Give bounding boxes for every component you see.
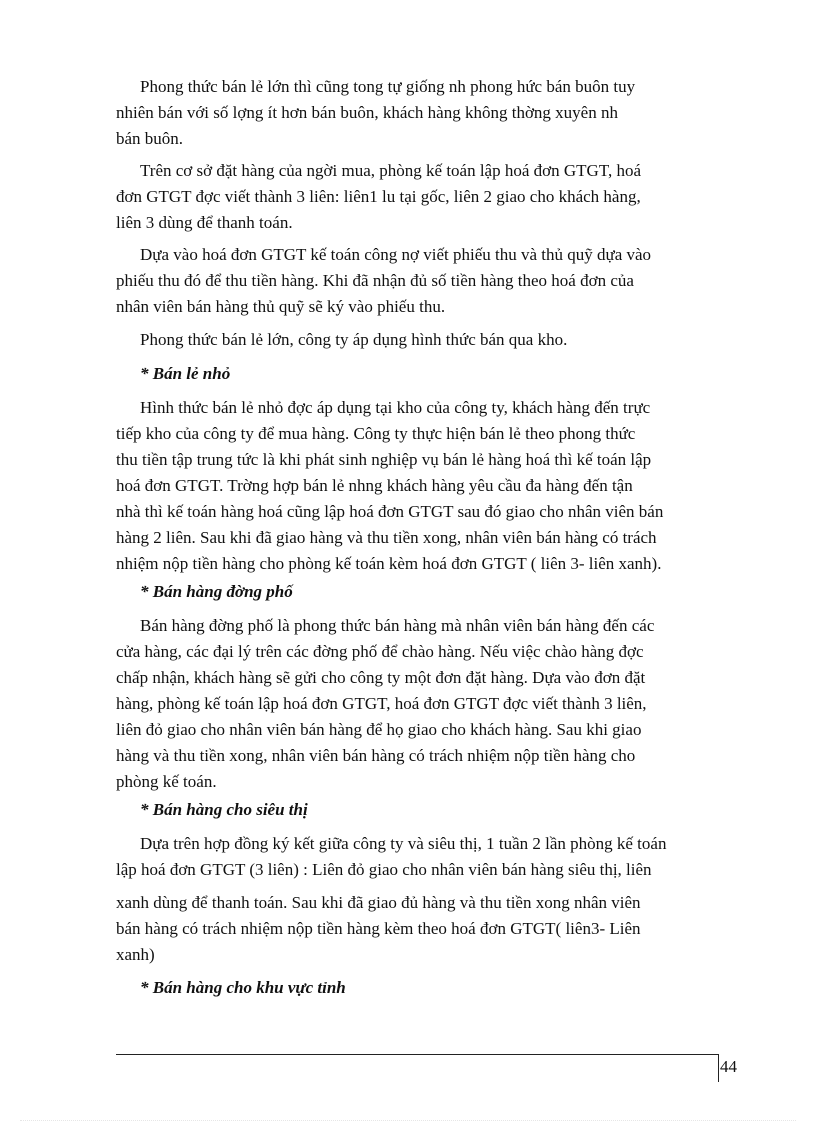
text-line: cửa hàng, các đại lý trên các đờng phố để chào hàng. Nếu việc chào hàng đợc	[116, 642, 644, 661]
text-line: lập hoá đơn GTGT (3 liên) : Liên đỏ giao cho nhân viên bán hàng siêu thị, liên	[116, 860, 652, 879]
text-line: hàng 2 liên. Sau khi đã giao hàng và thu tiền xong, nhân viên bán hàng có trách	[116, 528, 657, 547]
text-line: phòng kế toán.	[116, 772, 217, 791]
text-line: chấp nhận, khách hàng sẽ gửi cho công ty một đơn đặt hàng. Dựa vào đơn đặt	[116, 668, 646, 687]
paragraph-retail-small	[116, 395, 738, 577]
text-line: Dựa trên hợp đồng ký kết giữa công ty và siêu thị, 1 tuần 2 lần phòng kế toán	[140, 834, 667, 853]
text-line: nhân viên bán hàng thủ quỹ sẽ ký vào phiếu thu.	[116, 297, 446, 316]
text-line: xanh)	[116, 945, 155, 964]
text-line: Hình thức bán lẻ nhỏ đợc áp dụng tại kho của công ty, khách hàng đến trực	[140, 398, 651, 417]
text-line: hàng, phòng kế toán lập hoá đơn GTGT, hoá đơn GTGT đợc viết thành 3 liên,	[116, 694, 647, 713]
text-line: hàng và thu tiền xong, nhân viên bán hàng có trách nhiệm nộp tiền hàng cho	[116, 746, 636, 765]
text-line: tiếp kho của công ty để mua hàng. Công ty thực hiện bán lẻ theo phong thức	[116, 424, 636, 443]
section-heading: * Bán hàng cho siêu thị	[140, 800, 308, 819]
text-line: đơn GTGT đợc viết thành 3 liên: liên1 lu tại gốc, liên 2 giao cho khách hàng,	[116, 187, 641, 206]
paragraph-street-sales	[116, 613, 738, 795]
text-line: Phong thức bán lẻ lớn thì cũng tong tự giống nh phong hức bán buôn tuy	[140, 77, 636, 96]
text-line: Dựa vào hoá đơn GTGT kế toán công nợ viết phiếu thu và thủ quỹ dựa vào	[140, 245, 652, 264]
text-line: phiếu thu đó để thu tiền hàng. Khi đã nhận đủ số tiền hàng theo hoá đơn của	[116, 271, 634, 290]
page-bottom-dotted-line	[20, 1120, 796, 1121]
section-heading: * Bán hàng đờng phố	[140, 582, 293, 601]
text-line: Bán hàng đờng phố là phong thức bán hàng mà nhân viên bán hàng đến các	[140, 616, 655, 635]
paragraph-retail-large	[116, 74, 738, 152]
page-number: 44	[720, 1057, 737, 1076]
footer-vertical-rule	[718, 1054, 719, 1082]
paragraph-supermarket-cont	[116, 890, 738, 968]
text-line: nhiên bán với số lợng ít hơn bán buôn, khách hàng không thờng xuyên nh	[116, 103, 618, 122]
text-line: thu tiền tập trung tức là khi phát sinh nghiệp vụ bán lẻ hàng hoá thì kế toán lập	[116, 450, 652, 469]
text-line: liên 3 dùng để thanh toán.	[116, 213, 293, 232]
paragraph-order-invoice	[116, 158, 738, 236]
text-line: nhà thì kế toán hàng hoá cũng lập hoá đơn GTGT sau đó giao cho nhân viên bán	[116, 502, 664, 521]
footer-rule	[116, 1054, 718, 1055]
paragraph-retail-form	[116, 327, 738, 353]
text-line: Trên cơ sở đặt hàng của ngời mua, phòng kế toán lập hoá đơn GTGT, hoá	[140, 161, 641, 180]
text-line: bán buôn.	[116, 129, 184, 148]
text-line: liên đỏ giao cho nhân viên bán hàng để họ giao cho khách hàng. Sau khi giao	[116, 720, 642, 739]
text-line: xanh dùng để thanh toán. Sau khi đã giao đủ hàng và thu tiền xong nhân viên	[116, 893, 641, 912]
text-line: nhiệm nộp tiền hàng cho phòng kế toán kèm hoá đơn GTGT ( liên 3- liên xanh).	[116, 554, 662, 573]
text-line: bán hàng có trách nhiệm nộp tiền hàng kèm theo hoá đơn GTGT( liên3- Liên	[116, 919, 641, 938]
section-heading: * Bán hàng cho khu vực tỉnh	[140, 978, 346, 997]
text-line: Phong thức bán lẻ lớn, công ty áp dụng hình thức bán qua kho.	[140, 330, 568, 349]
section-heading: * Bán lẻ nhỏ	[140, 364, 231, 383]
paragraph-receipt	[116, 242, 738, 320]
paragraph-supermarket	[116, 831, 738, 883]
text-line: hoá đơn GTGT. Trờng hợp bán lẻ nhng khách hàng yêu cầu đa hàng đến tận	[116, 476, 633, 495]
